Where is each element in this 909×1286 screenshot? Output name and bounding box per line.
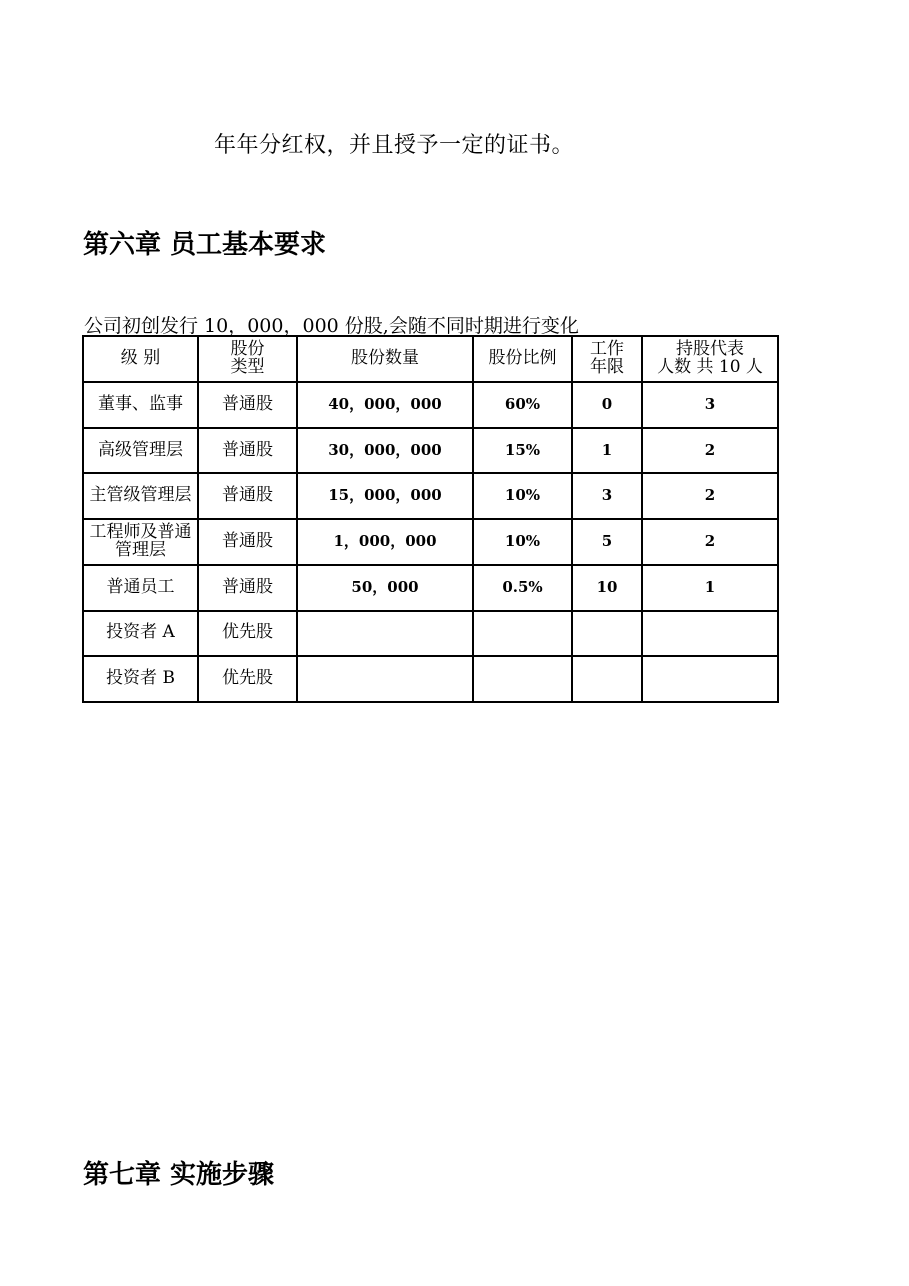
cell-ratio: [473, 611, 572, 657]
table-header-row: [83, 336, 778, 382]
table-row: [83, 656, 778, 702]
table-row: [83, 611, 778, 657]
continuation-paragraph: 年年分红权，并且授予一定的证书。: [214, 133, 575, 158]
cell-share-type: 普通股: [198, 473, 297, 519]
cell-share-type: 优先股: [198, 611, 297, 657]
cell-share-type: 优先股: [198, 656, 297, 702]
table-row: [83, 565, 778, 611]
cell-share-type: 普通股: [198, 382, 297, 428]
cell-quantity: 50，000: [297, 565, 473, 611]
cell-ratio: 15%: [473, 428, 572, 474]
cell-quantity: [297, 656, 473, 702]
cell-ratio: 10%: [473, 473, 572, 519]
table-row: [83, 428, 778, 474]
cell-holders: [642, 611, 778, 657]
cell-level: 高级管理层: [83, 428, 198, 474]
header-ratio-label: 股份比例: [488, 348, 557, 369]
cell-quantity: 30，000，000: [297, 428, 473, 474]
header-years-line-2: 年限: [590, 357, 624, 377]
header-quantity-label: 股份数量: [351, 348, 419, 369]
cell-ratio: 10%: [473, 519, 572, 565]
table-row: [83, 473, 778, 519]
header-holders-line-2: 人数 共 10 人: [657, 357, 763, 377]
share-issue-intro: 公司初创发行 10，000，000 份股,会随不同时期进行变化: [84, 315, 579, 337]
header-quantity: [297, 336, 473, 382]
cell-years: [572, 656, 642, 702]
cell-ratio: 60%: [473, 382, 572, 428]
cell-quantity: 1，000，000: [297, 519, 473, 565]
cell-level: 工程师及普通管理层: [83, 519, 198, 565]
cell-holders: [642, 656, 778, 702]
cell-years: 1: [572, 428, 642, 474]
header-level-label: 级 别: [120, 348, 161, 369]
header-years: [572, 336, 642, 382]
cell-holders: 2: [642, 428, 778, 474]
cell-level: 普通员工: [83, 565, 198, 611]
cell-years: 3: [572, 473, 642, 519]
cell-quantity: [297, 611, 473, 657]
header-ratio: [473, 336, 572, 382]
cell-share-type: 普通股: [198, 519, 297, 565]
cell-quantity: 40，000，000: [297, 382, 473, 428]
header-share-type-line-2: 类型: [230, 357, 265, 377]
cell-holders: 2: [642, 519, 778, 565]
cell-quantity: 15，000，000: [297, 473, 473, 519]
cell-holders: 2: [642, 473, 778, 519]
cell-years: 0: [572, 382, 642, 428]
cell-level: 投资者 A: [83, 611, 198, 657]
header-level: [83, 336, 198, 382]
cell-ratio: 0.5%: [473, 565, 572, 611]
cell-level: 投资者 B: [83, 656, 198, 702]
header-share-type-line-1: 股份: [230, 339, 265, 360]
cell-years: 10: [572, 565, 642, 611]
header-share-type: [198, 336, 297, 382]
share-allocation-table: [82, 335, 779, 703]
header-years-line-1: 工作: [590, 339, 624, 360]
cell-level: 主管级管理层: [83, 473, 198, 519]
cell-years: 5: [572, 519, 642, 565]
cell-level: 董事、监事: [83, 382, 198, 428]
cell-ratio: [473, 656, 572, 702]
cell-share-type: 普通股: [198, 565, 297, 611]
header-holders: [642, 336, 778, 382]
table-row: [83, 382, 778, 428]
cell-holders: 3: [642, 382, 778, 428]
header-holders-line-1: 持股代表: [676, 339, 744, 360]
cell-holders: 1: [642, 565, 778, 611]
table-row: [83, 519, 778, 565]
chapter-six-heading: 第六章 员工基本要求: [83, 230, 327, 260]
cell-years: [572, 611, 642, 657]
cell-share-type: 普通股: [198, 428, 297, 474]
chapter-seven-heading: 第七章 实施步骤: [83, 1160, 275, 1190]
